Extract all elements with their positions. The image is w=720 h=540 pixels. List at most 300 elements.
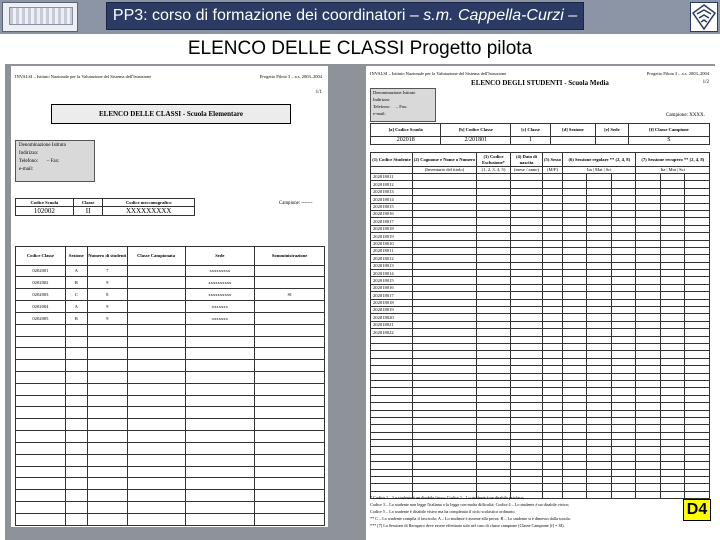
table-cell xyxy=(511,314,543,321)
table-cell xyxy=(636,262,660,269)
table-cell xyxy=(660,425,684,432)
table-cell xyxy=(65,360,87,372)
table-cell xyxy=(511,395,543,402)
table-cell xyxy=(636,484,660,491)
table-cell xyxy=(611,373,636,380)
table-cell xyxy=(587,188,611,195)
class-list-sheet xyxy=(11,66,328,527)
table-cell xyxy=(685,388,710,395)
table-cell xyxy=(87,431,127,443)
table-cell xyxy=(563,351,587,358)
table-cell xyxy=(65,324,87,336)
table-cell xyxy=(413,262,477,269)
table-cell xyxy=(543,321,563,328)
table-row xyxy=(371,388,710,395)
table-cell xyxy=(543,174,563,181)
table-cell xyxy=(543,314,563,321)
table-cell xyxy=(477,255,511,262)
students-table xyxy=(370,152,710,499)
table-cell xyxy=(543,469,563,476)
table-cell xyxy=(511,299,543,306)
table-cell xyxy=(685,395,710,402)
table-cell xyxy=(87,371,127,383)
table-row xyxy=(16,265,325,277)
table-cell xyxy=(477,247,511,254)
table-cell xyxy=(611,181,636,188)
crest-logo xyxy=(690,2,718,32)
table-cell xyxy=(660,462,684,469)
table-cell xyxy=(127,360,185,372)
table-cell xyxy=(477,469,511,476)
table-cell xyxy=(413,425,477,432)
table-cell: xxxxxxxxxx xyxy=(185,289,255,301)
table-row xyxy=(371,447,710,454)
table-cell xyxy=(87,348,127,360)
table-cell xyxy=(477,262,511,269)
table-row xyxy=(16,419,325,431)
table-cell xyxy=(660,314,684,321)
table-cell xyxy=(660,477,684,484)
table-cell xyxy=(685,321,710,328)
table-cell xyxy=(543,380,563,387)
table-cell xyxy=(636,380,660,387)
table-cell xyxy=(87,395,127,407)
table-cell xyxy=(127,466,185,478)
table-cell xyxy=(636,403,660,410)
sheet-banner: ELENCO DEGLI STUDENTI - Scuola Media xyxy=(426,79,654,89)
table-row xyxy=(371,351,710,358)
table-cell xyxy=(185,419,255,431)
table-cell xyxy=(87,360,127,372)
table-cell xyxy=(413,255,477,262)
table-cell xyxy=(413,218,477,225)
table-cell xyxy=(543,262,563,269)
table-cell xyxy=(636,469,660,476)
table-cell xyxy=(587,174,611,181)
table-cell xyxy=(587,292,611,299)
table-cell xyxy=(636,432,660,439)
table-row xyxy=(371,247,710,254)
table-cell xyxy=(16,502,66,514)
table-cell xyxy=(636,277,660,284)
table-cell xyxy=(636,343,660,350)
table-cell xyxy=(611,484,636,491)
student-code-cell: 202018013 xyxy=(371,188,413,195)
school-code-value: 102002 xyxy=(16,207,74,216)
student-code-cell: 202018017 xyxy=(371,292,413,299)
table-cell xyxy=(611,351,636,358)
table-cell xyxy=(636,336,660,343)
table-cell xyxy=(660,447,684,454)
table-cell xyxy=(255,324,325,336)
table-cell xyxy=(543,351,563,358)
table-cell xyxy=(660,233,684,240)
table-cell xyxy=(563,462,587,469)
table-cell xyxy=(587,255,611,262)
table-cell xyxy=(16,383,66,395)
school-info-value-row xyxy=(371,137,710,145)
table-cell: A xyxy=(65,265,87,277)
table-cell xyxy=(413,284,477,291)
table-cell xyxy=(611,343,636,350)
table-cell xyxy=(16,360,66,372)
table-cell xyxy=(660,388,684,395)
table-cell xyxy=(636,329,660,336)
table-cell xyxy=(587,314,611,321)
table-row xyxy=(371,462,710,469)
table-cell xyxy=(587,321,611,328)
table-cell xyxy=(255,301,325,313)
table-cell xyxy=(511,174,543,181)
table-cell xyxy=(477,314,511,321)
table-cell xyxy=(611,284,636,291)
student-code-cell: 202018022 xyxy=(371,329,413,336)
table-row xyxy=(371,336,710,343)
student-code-cell xyxy=(371,403,413,410)
table-cell xyxy=(660,380,684,387)
table-cell: xxxxxxx xyxy=(185,312,255,324)
table-cell xyxy=(587,181,611,188)
table-cell xyxy=(563,469,587,476)
table-cell xyxy=(611,321,636,328)
table-cell xyxy=(543,329,563,336)
student-code-cell: 202018014 xyxy=(371,270,413,277)
table-cell xyxy=(563,314,587,321)
mechanographic-code-header: Codice meccanografico xyxy=(103,199,195,207)
school-info-value: 202018 xyxy=(371,137,441,145)
student-code-cell xyxy=(371,358,413,365)
table-cell xyxy=(255,348,325,360)
table-row xyxy=(16,407,325,419)
table-cell xyxy=(611,210,636,217)
table-cell xyxy=(255,336,325,348)
table-cell xyxy=(543,188,563,195)
table-row xyxy=(371,181,710,188)
table-cell xyxy=(611,307,636,314)
table-row xyxy=(371,425,710,432)
table-cell xyxy=(563,292,587,299)
table-cell xyxy=(543,447,563,454)
table-cell xyxy=(636,218,660,225)
table-cell xyxy=(587,358,611,365)
table-cell xyxy=(611,270,636,277)
table-cell xyxy=(511,203,543,210)
table-cell xyxy=(587,277,611,284)
student-code-cell: 202018015 xyxy=(371,277,413,284)
table-cell xyxy=(611,425,636,432)
table-cell xyxy=(587,454,611,461)
student-code-cell xyxy=(371,373,413,380)
table-cell xyxy=(587,351,611,358)
table-cell xyxy=(563,307,587,314)
table-cell xyxy=(413,358,477,365)
table-cell: xxxxxxx xyxy=(185,301,255,313)
table-row xyxy=(371,218,710,225)
table-row xyxy=(371,403,710,410)
table-row xyxy=(371,454,710,461)
table-cell xyxy=(65,419,87,431)
table-cell xyxy=(611,417,636,424)
table-cell xyxy=(685,417,710,424)
table-cell xyxy=(477,454,511,461)
table-cell xyxy=(477,403,511,410)
table-cell xyxy=(127,383,185,395)
table-cell: C xyxy=(65,289,87,301)
table-cell xyxy=(685,329,710,336)
table-cell: 0202001 xyxy=(16,265,66,277)
table-cell xyxy=(185,383,255,395)
table-cell xyxy=(587,425,611,432)
table-cell xyxy=(185,324,255,336)
table-cell xyxy=(413,292,477,299)
table-cell xyxy=(660,203,684,210)
table-cell xyxy=(477,351,511,358)
table-cell xyxy=(636,284,660,291)
table-cell xyxy=(660,292,684,299)
table-cell xyxy=(587,225,611,232)
school-table xyxy=(15,198,195,216)
table-cell xyxy=(660,410,684,417)
table-cell xyxy=(563,410,587,417)
table-cell xyxy=(587,462,611,469)
table-cell xyxy=(543,225,563,232)
table-cell xyxy=(685,188,710,195)
table-row xyxy=(371,484,710,491)
table-cell xyxy=(87,383,127,395)
table-cell xyxy=(127,265,185,277)
table-cell xyxy=(477,366,511,373)
table-cell xyxy=(413,247,477,254)
table-cell xyxy=(563,388,587,395)
table-cell xyxy=(685,196,710,203)
table-cell xyxy=(660,188,684,195)
project-header: Progetto Pilota 3 – a.s. 2003–2004 xyxy=(259,74,322,79)
institute-box xyxy=(370,88,436,122)
table-cell xyxy=(636,307,660,314)
table-cell: 0202004 xyxy=(16,301,66,313)
table-cell xyxy=(413,210,477,217)
student-code-cell: 202018016 xyxy=(371,284,413,291)
school-code-header: Codice Scuola xyxy=(16,199,74,207)
table-cell xyxy=(16,490,66,502)
table-cell xyxy=(65,490,87,502)
footnote-line: *** [7] La Sessione di Recupero deve essere effettuata solo nel caso di classe campione (Classe Campione [f] = SI). xyxy=(370,523,565,528)
student-code-cell: 202018019 xyxy=(371,233,413,240)
table-cell xyxy=(685,255,710,262)
table-cell xyxy=(413,351,477,358)
table-cell xyxy=(185,513,255,525)
table-cell xyxy=(477,329,511,336)
table-cell xyxy=(587,329,611,336)
table-cell xyxy=(477,373,511,380)
table-cell xyxy=(511,210,543,217)
table-cell xyxy=(65,371,87,383)
table-cell xyxy=(87,454,127,466)
org-header: INVALSI – Istituto Nazionale per la Valutazione del Sistema dell'Istruzione xyxy=(370,71,507,76)
regular-session-header: (6) Sessione regolare ** (2, 4, 8) xyxy=(563,153,636,167)
table-cell xyxy=(413,477,477,484)
table-cell xyxy=(511,366,543,373)
table-cell xyxy=(511,373,543,380)
table-cell xyxy=(16,324,66,336)
table-cell xyxy=(255,490,325,502)
table-cell xyxy=(587,432,611,439)
table-cell xyxy=(685,491,710,498)
table-cell: 0202003 xyxy=(16,289,66,301)
student-code-cell xyxy=(371,366,413,373)
table-cell xyxy=(511,307,543,314)
table-cell xyxy=(685,425,710,432)
table-cell xyxy=(65,395,87,407)
table-row xyxy=(16,289,325,301)
table-cell xyxy=(660,299,684,306)
table-cell xyxy=(636,454,660,461)
table-cell xyxy=(16,348,66,360)
table-cell xyxy=(511,233,543,240)
sheet-banner: ELENCO DELLE CLASSI - Scuola Elementare xyxy=(51,104,291,124)
table-cell: B xyxy=(65,277,87,289)
table-cell: 0202005 xyxy=(16,312,66,324)
table-cell xyxy=(511,321,543,328)
table-cell xyxy=(563,270,587,277)
table-row xyxy=(16,502,325,514)
table-row xyxy=(16,454,325,466)
table-cell xyxy=(511,462,543,469)
student-code-cell xyxy=(371,351,413,358)
student-code-cell xyxy=(371,395,413,402)
table-cell xyxy=(563,233,587,240)
table-cell xyxy=(636,270,660,277)
table-cell xyxy=(543,255,563,262)
table-cell xyxy=(543,425,563,432)
table-cell xyxy=(685,203,710,210)
table-row xyxy=(16,383,325,395)
table-cell xyxy=(685,366,710,373)
table-row xyxy=(371,210,710,217)
table-cell xyxy=(636,366,660,373)
table-cell xyxy=(587,196,611,203)
table-cell xyxy=(611,196,636,203)
class-code-header: Codice Classe xyxy=(16,247,66,266)
table-cell xyxy=(87,478,127,490)
table-cell xyxy=(127,431,185,443)
table-cell xyxy=(413,329,477,336)
table-cell xyxy=(413,366,477,373)
table-cell xyxy=(587,307,611,314)
table-cell xyxy=(611,477,636,484)
table-cell xyxy=(660,454,684,461)
table-cell xyxy=(511,440,543,447)
slide-title-author: s.m. Cappella-Curzi – xyxy=(423,7,578,24)
section-header: Sezione xyxy=(65,247,87,266)
table-cell xyxy=(413,388,477,395)
table-row xyxy=(371,188,710,195)
table-cell xyxy=(477,233,511,240)
table-cell xyxy=(255,383,325,395)
table-cell xyxy=(636,255,660,262)
table-cell xyxy=(563,262,587,269)
table-cell xyxy=(511,284,543,291)
table-cell xyxy=(477,292,511,299)
table-cell: A xyxy=(65,301,87,313)
table-cell xyxy=(127,502,185,514)
table-cell xyxy=(587,210,611,217)
table-cell xyxy=(685,484,710,491)
table-cell xyxy=(127,407,185,419)
table-cell xyxy=(587,336,611,343)
table-cell xyxy=(511,388,543,395)
table-cell xyxy=(563,440,587,447)
table-row xyxy=(371,307,710,314)
table-cell xyxy=(127,277,185,289)
table-cell xyxy=(563,454,587,461)
table-cell xyxy=(587,233,611,240)
table-cell xyxy=(660,366,684,373)
school-info-value xyxy=(595,137,628,145)
table-cell xyxy=(611,247,636,254)
table-cell xyxy=(87,407,127,419)
school-info-value: S xyxy=(628,137,709,145)
table-row xyxy=(16,371,325,383)
table-cell xyxy=(660,321,684,328)
table-cell xyxy=(563,210,587,217)
table-cell xyxy=(255,265,325,277)
table-cell xyxy=(685,270,710,277)
org-header: INVALSI – Istituto Nazionale per la Valutazione del Sistema dell'Istruzione xyxy=(15,74,152,79)
table-cell: 8 xyxy=(87,289,127,301)
table-cell xyxy=(611,403,636,410)
table-cell xyxy=(543,358,563,365)
table-cell xyxy=(563,395,587,402)
table-cell xyxy=(65,478,87,490)
table-cell xyxy=(477,447,511,454)
table-cell xyxy=(660,247,684,254)
table-cell xyxy=(511,181,543,188)
table-row xyxy=(371,358,710,365)
table-cell xyxy=(563,417,587,424)
table-cell xyxy=(511,403,543,410)
table-cell xyxy=(543,233,563,240)
table-cell xyxy=(563,181,587,188)
table-cell xyxy=(477,174,511,181)
table-cell xyxy=(685,210,710,217)
table-cell xyxy=(543,440,563,447)
table-cell xyxy=(660,358,684,365)
table-cell xyxy=(413,454,477,461)
table-cell xyxy=(255,454,325,466)
table-cell xyxy=(413,196,477,203)
table-cell xyxy=(65,383,87,395)
table-cell xyxy=(660,262,684,269)
table-cell xyxy=(636,425,660,432)
table-cell xyxy=(65,502,87,514)
table-cell xyxy=(611,395,636,402)
crest-icon xyxy=(691,3,717,31)
table-cell xyxy=(563,196,587,203)
table-cell xyxy=(636,417,660,424)
table-row xyxy=(371,477,710,484)
table-cell xyxy=(563,225,587,232)
table-cell xyxy=(685,410,710,417)
table-cell xyxy=(660,196,684,203)
table-cell xyxy=(87,324,127,336)
student-code-cell: 202018017 xyxy=(371,218,413,225)
table-cell xyxy=(477,270,511,277)
slide-title xyxy=(106,2,584,30)
table-cell xyxy=(413,307,477,314)
table-cell xyxy=(413,336,477,343)
institute-phone-label: Telefono: – Fax: xyxy=(373,104,408,109)
